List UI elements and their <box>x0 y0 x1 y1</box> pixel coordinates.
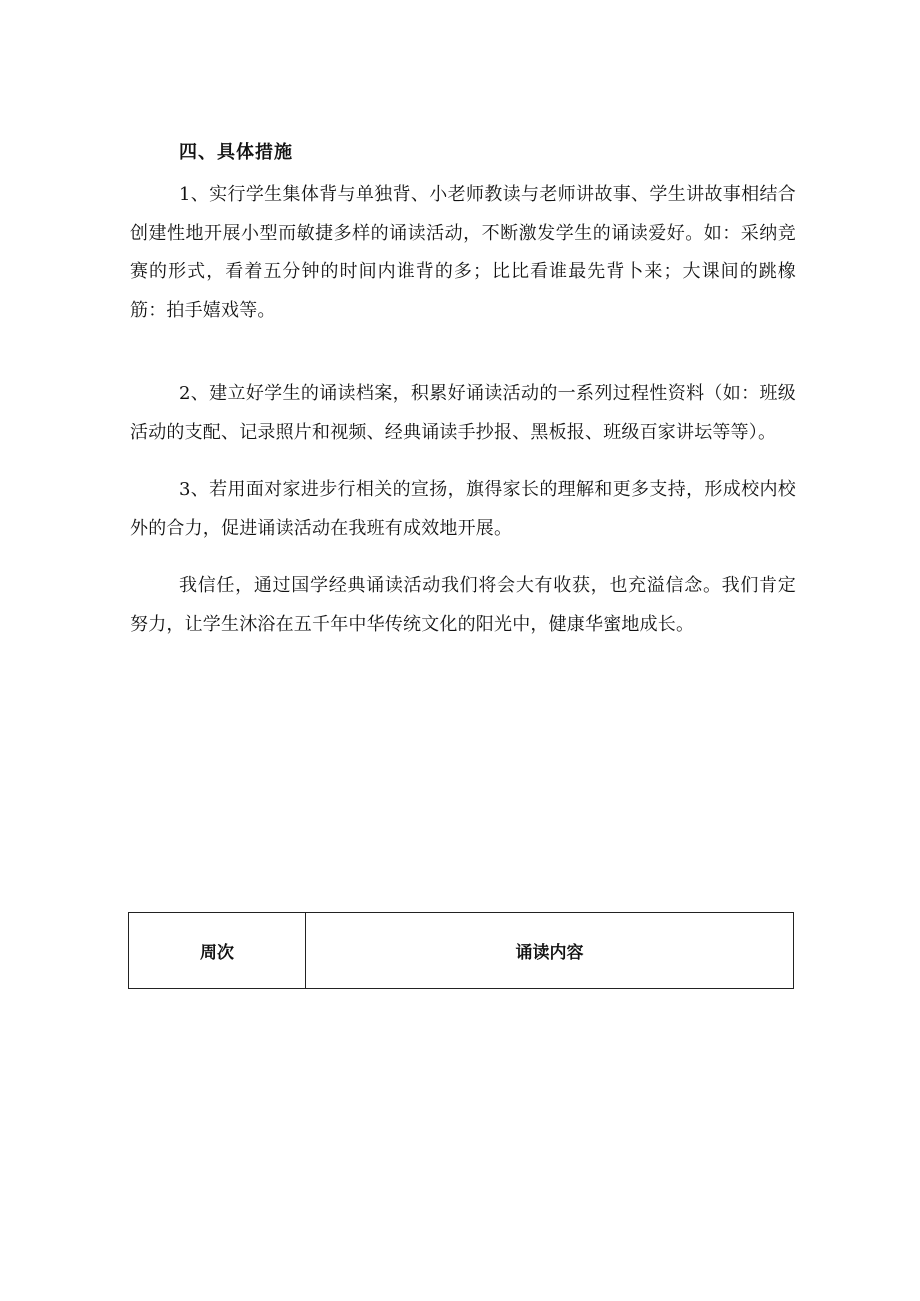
paragraph-measure-1: 1、实行学生集体背与单独背、小老师教读与老师讲故事、学生讲故事相结合创建性地开展小型而敏捷多样的诵读活动，不断激发学生的诵读爱好。如：采纳竞赛的形式，看着五分钟的时间内谁背的多；比比看谁最先背卜来；大课间的跳橡筋：拍手嬉戏等。 <box>130 184 796 321</box>
table-header-content: 诵读内容 <box>515 943 584 963</box>
section-heading: 四、具体措施 <box>179 142 293 163</box>
paragraph-measure-3: 3、若用面对家进步行相关的宣扬，旗得家长的理解和更多支持，形成校内校外的合力，促进诵读活动在我班有成效地开展。 <box>130 479 796 539</box>
table-header-week: 周次 <box>129 913 306 988</box>
paragraph-conclusion: 我信任，通过国学经典诵读活动我们将会大有收获，也充溢信念。我们肯定努力，让学生沐浴在五千年中华传统文化的阳光中，健康华蜜地成长。 <box>130 575 796 635</box>
reading-schedule-table <box>128 912 794 989</box>
paragraph-measure-2: 2、建立好学生的诵读档案，积累好诵读活动的一系列过程性资料（如：班级活动的支配、记录照片和视频、经典诵读手抄报、黑板报、班级百家讲坛等等）。 <box>130 383 796 443</box>
